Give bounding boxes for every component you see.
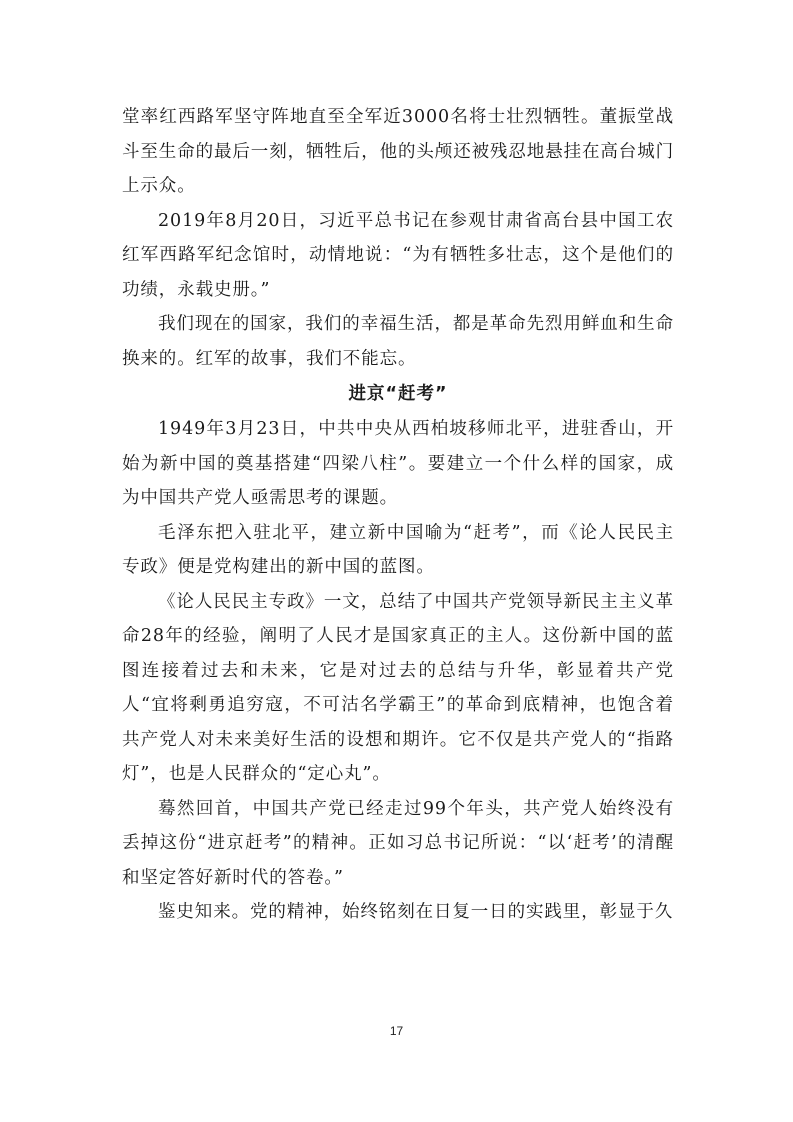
paragraph: 毛泽东把入驻北平，建立新中国喻为“赶考”，而《论人民民主专政》便是党构建出的新中国的蓝图。 [122,522,674,577]
paragraph: 2019年8月20日，习近平总书记在参观甘肃省高台县中国工农红军西路军纪念馆时，动情地说：“为有牺牲多壮志，这个是他们的功绩，永载史册。” [122,210,674,300]
page-number: 17 [389,1024,404,1038]
document-body [122,100,674,930]
section-heading: 进京“赶考” [348,384,448,404]
paragraph: 鉴史知来。党的精神，始终铭刻在日复一日的实践里，彰显于久 [158,902,674,922]
paragraph: 《论人民民主专政》一文，总结了中国共产党领导新民主主义革命28年的经验，阐明了人民才是国家真正的主人。这份新中国的蓝图连接着过去和未来，它是对过去的总结与升华，彰显着共产党人“宜将剩勇追穷寇，不可沽名学霸王”的革命到底精神，也饱含着共产党人对未来美好生活的设想和期许。它不仅是共产党人的“指路灯”，也是人民群众的“定心丸”。 [122,591,674,784]
paragraph: 蓦然回首，中国共产党已经走过99个年头，共产党人始终没有丢掉这份“进京赶考”的精神。正如习总书记所说：“以‘赶考’的清醒和坚定答好新时代的答卷。” [122,798,674,888]
paragraph: 我们现在的国家，我们的幸福生活，都是革命先烈用鲜血和生命换来的。红军的故事，我们不能忘。 [122,314,674,369]
paragraph: 1949年3月23日，中共中央从西柏坡移师北平，进驻香山，开始为新中国的奠基搭建“四梁八柱”。要建立一个什么样的国家，成为中国共产党人亟需思考的课题。 [122,419,674,508]
paragraph: 堂率红西路军坚守阵地直至全军近3000名将士壮烈牺牲。董振堂战斗至生命的最后一刻，牺牲后，他的头颅还被残忍地悬挂在高台城门上示众。 [122,107,674,196]
